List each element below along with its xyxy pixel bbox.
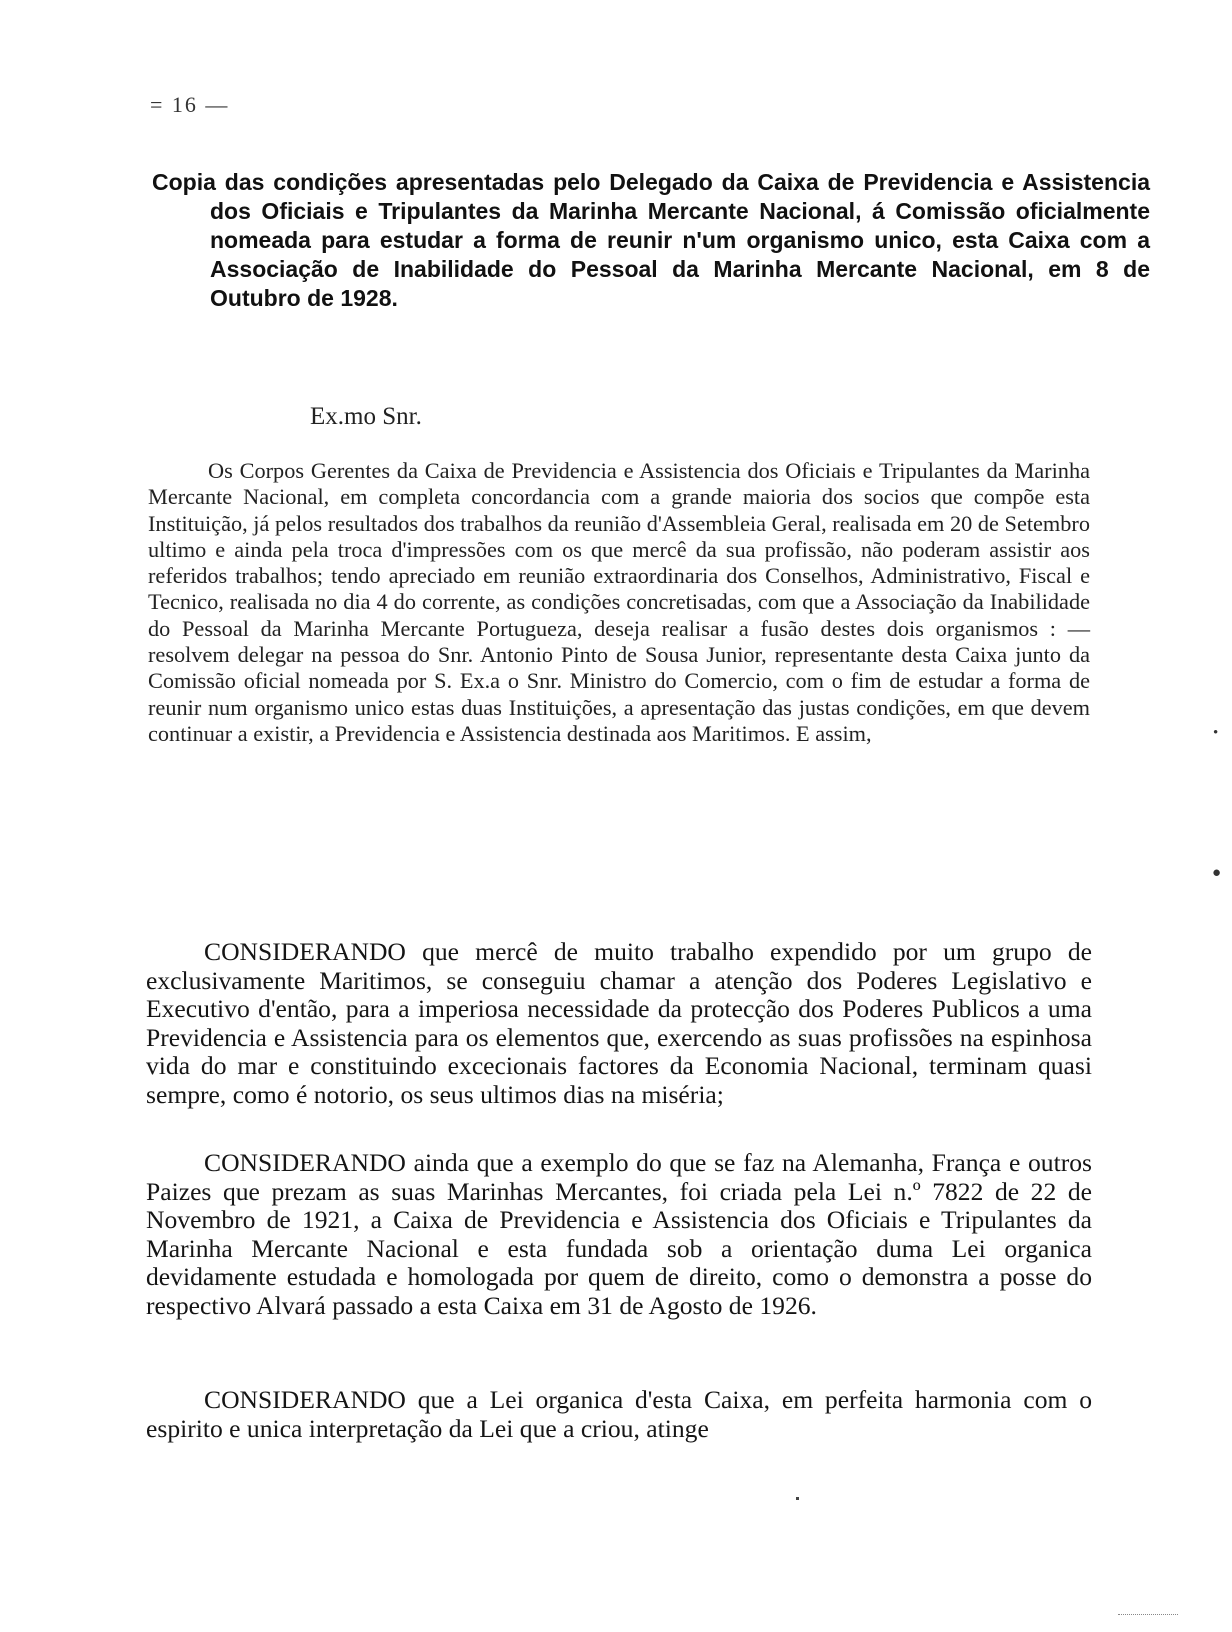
paragraph-considerando-3: CONSIDERANDO que a Lei organica d'esta Caixa, em perfeita harmonia com o espirito e unica interpretação da Lei que a criou, atinge [146, 1385, 1092, 1443]
print-speck [796, 1497, 799, 1500]
margin-mark-top: • [1213, 725, 1219, 741]
footer-dotted-rule [1118, 1614, 1178, 1615]
document-heading: Copia das condições apresentadas pelo Delegado da Caixa de Previdencia e Assistencia dos Oficiais e Tripulantes da Marinha Mercante Nacional, á Comissão oficialmente nomeada para estudar a forma de reunir n'um organismo unico, esta Caixa com a Associação de Inabilidade do Pessoal da Marinha Mercante Nacional, em 8 de Outubro de 1928. [152, 169, 1150, 311]
paragraph-considerando-1: CONSIDERANDO que mercê de muito trabalho expendido por um grupo de exclusivamente Maritimos, se conseguiu chamar a atenção dos Poderes Legislativo e Executivo d'então, para a imperiosa necessidade da protecção dos Poderes Publicos a uma Previdencia e Assistencia para os elementos que, exercendo as suas profissões na espinhosa vida do mar e constituindo excecionais factores da Economia Nacional, terminam quasi sempre, como é notorio, os seus ultimos dias na miséria; [146, 937, 1092, 1109]
margin-mark-bottom: ● [1212, 865, 1222, 881]
page-number: = 16 — [150, 92, 230, 117]
paragraph-considerando-2: CONSIDERANDO ainda que a exemplo do que se faz na Alemanha, França e outros Paizes que prezam as suas Marinhas Mercantes, foi criada pela Lei n.º 7822 de 22 de Novembro de 1921, a Caixa de Previdencia e Assistencia dos Oficiais e Tripulantes da Marinha Mercante Nacional e esta fundada sob a orientação duma Lei organica devidamente estudada e homologada por quem de direito, como o demonstra a posse do respectivo Alvará passado a esta Caixa em 31 de Agosto de 1926. [146, 1148, 1092, 1320]
paragraph-intro: Os Corpos Gerentes da Caixa de Previdencia e Assistencia dos Oficiais e Tripulantes da Marinha Mercante Nacional, em completa concordancia com a grande maioria dos socios que compõe esta Instituição, já pelos resultados dos trabalhos da reunião d'Assembleia Geral, realisada em 20 de Setembro ultimo e ainda pela troca d'impressões com os que mercê da sua profissão, não poderam assistir aos referidos trabalhos; tendo apreciado em reunião extraordinaria dos Conselhos, Administrativo, Fiscal e Tecnico, realisada no dia 4 do corrente, as condições concretisadas, com que a Associação da Inabilidade do Pessoal da Marinha Mercante Portugueza, deseja realisar a fusão destes dois organismos : — resolvem delegar na pessoa do Snr. Antonio Pinto de Sousa Junior, representante desta Caixa junto da Comissão oficial nomeada por S. Ex.a o Snr. Ministro do Comercio, com o fim de estudar a forma de reunir num organismo unico estas duas Instituições, a apresentação das justas condições, em que devem continuar a existir, a Previdencia e Assistencia destinada aos Maritimos. E assim, [148, 458, 1090, 746]
salutation: Ex.mo Snr. [310, 403, 422, 430]
